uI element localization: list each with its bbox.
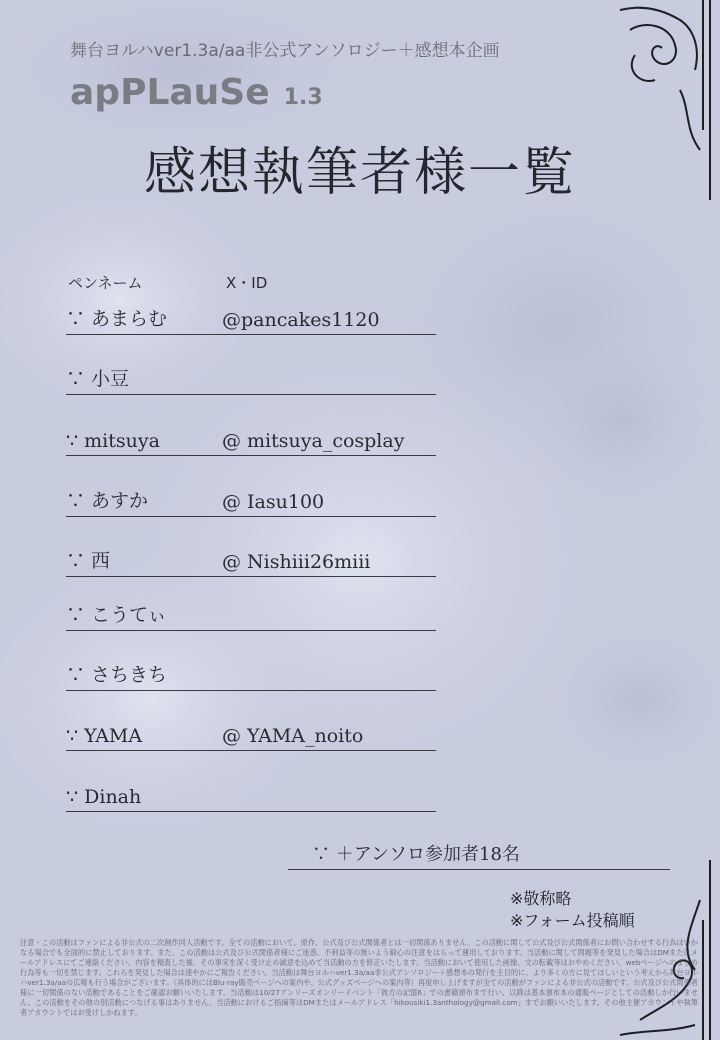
- disclaimer-text: 注意・この活動はファンによる非公式の二次創作同人活動です。全ての活動において、原作、公式及び公式関係者とは一切関係ありません。この活動に関して公式及び公式関係者にお問い合わせする行為はいかなる場合でも全面的に禁止しております。また、この活動は公式及び公式関係者様にご迷惑、不利益等の無いよう細心の注意をはらって運用しております。当活動に関して問題等を発見した場合はDMまたはメールアドレスにてご連絡ください。内容を精査した後、その事実を深く受け止め誠意を込めて当活動の方を修正いたします。当活動において使用した画像、文の転載等はおやめください。webページへのまとめ行為等も一切を禁じます。これらを発見した場合は速やかにご報告ください。当活動は舞台ヨルハver1.3a/aa非公式アンソロジー＋感想本の発行を主目的に、より多くの方に見てほしいという考えから舞台ヨルハver1.3a/aaの広報も行う場合がございます。（具体的にはBlu-ray販売ページへの案内や、公式グッズページへの案内等）再度申し上げますが全ての活動がファンによる非公式の活動です。公式及び公式関係者様に一切関係のない活動であることをご確認お願いいたします。当活動は10/27アンリーズオンリーイベント「彼方の記憶6」での書籍頒布まで行い、以降は基本頒布本の通販ページとしての活動しか行いません。この活動をその他の別活動につなげる事はありません。当活動におけるご指摘等はDMまたはメールアドレス「hikousiki1.3anthology@gmail.com」までお願いいたします。その他主催アカウントや執筆者アカウントではお受けしかねます。: [20, 938, 698, 1017]
- writer-row: [66, 426, 436, 456]
- writer-xid: @ YAMA_noito: [222, 725, 364, 747]
- anthology-participants: [288, 840, 670, 870]
- row-underline: [66, 455, 436, 456]
- writer-row: [66, 487, 436, 517]
- writer-name: ∵ あすか: [66, 490, 149, 512]
- logo-version: 1.3: [283, 85, 323, 110]
- row-underline: [66, 690, 436, 691]
- writer-name: ∵ あまらむ: [66, 308, 168, 330]
- writer-xid: @ Iasu100: [222, 491, 325, 513]
- writer-name: ∵ 西: [66, 550, 111, 572]
- note-order: ※フォーム投稿順: [510, 911, 635, 930]
- row-underline: [66, 750, 436, 751]
- column-header-penname: ペンネーム: [68, 274, 143, 292]
- anthology-participants-text: ∵ ＋アンソロ参加者18名: [312, 844, 520, 865]
- writer-row: [66, 601, 436, 631]
- row-underline: [66, 630, 436, 631]
- writer-name: ∵ YAMA: [66, 725, 143, 747]
- row-underline: [66, 811, 436, 812]
- writer-name: ∵ 小豆: [66, 368, 130, 390]
- row-underline: [66, 576, 436, 577]
- writer-row: [66, 305, 436, 335]
- project-subtitle: 舞台ヨルハver1.3a/aa非公式アンソロジー＋感想本企画: [70, 41, 500, 61]
- note-honorifics: ※敬称略: [510, 889, 572, 908]
- writer-row: [66, 721, 436, 751]
- page-title: 感想執筆者様一覧: [143, 143, 576, 203]
- writer-name: ∵ Dinah: [66, 786, 142, 808]
- writer-row: [66, 782, 436, 812]
- row-underline: [66, 334, 436, 335]
- writer-name: ∵ こうてぃ: [66, 604, 167, 626]
- writer-name: ∵ mitsuya: [66, 430, 160, 452]
- writer-row: [66, 661, 436, 691]
- writer-xid: @ Nishiii26miii: [222, 551, 371, 573]
- writer-row: [66, 547, 436, 577]
- row-underline: [66, 394, 436, 395]
- writer-row: [66, 365, 436, 395]
- writer-xid: @ mitsuya_cosplay: [222, 430, 405, 452]
- logo: [70, 72, 323, 113]
- column-header-xid: X・ID: [226, 274, 268, 292]
- row-underline: [288, 869, 670, 870]
- row-underline: [66, 516, 436, 517]
- logo-text: apPLauSe: [70, 72, 270, 113]
- writer-name: ∵ さちきち: [66, 664, 168, 686]
- writer-xid: @pancakes1120: [222, 309, 380, 331]
